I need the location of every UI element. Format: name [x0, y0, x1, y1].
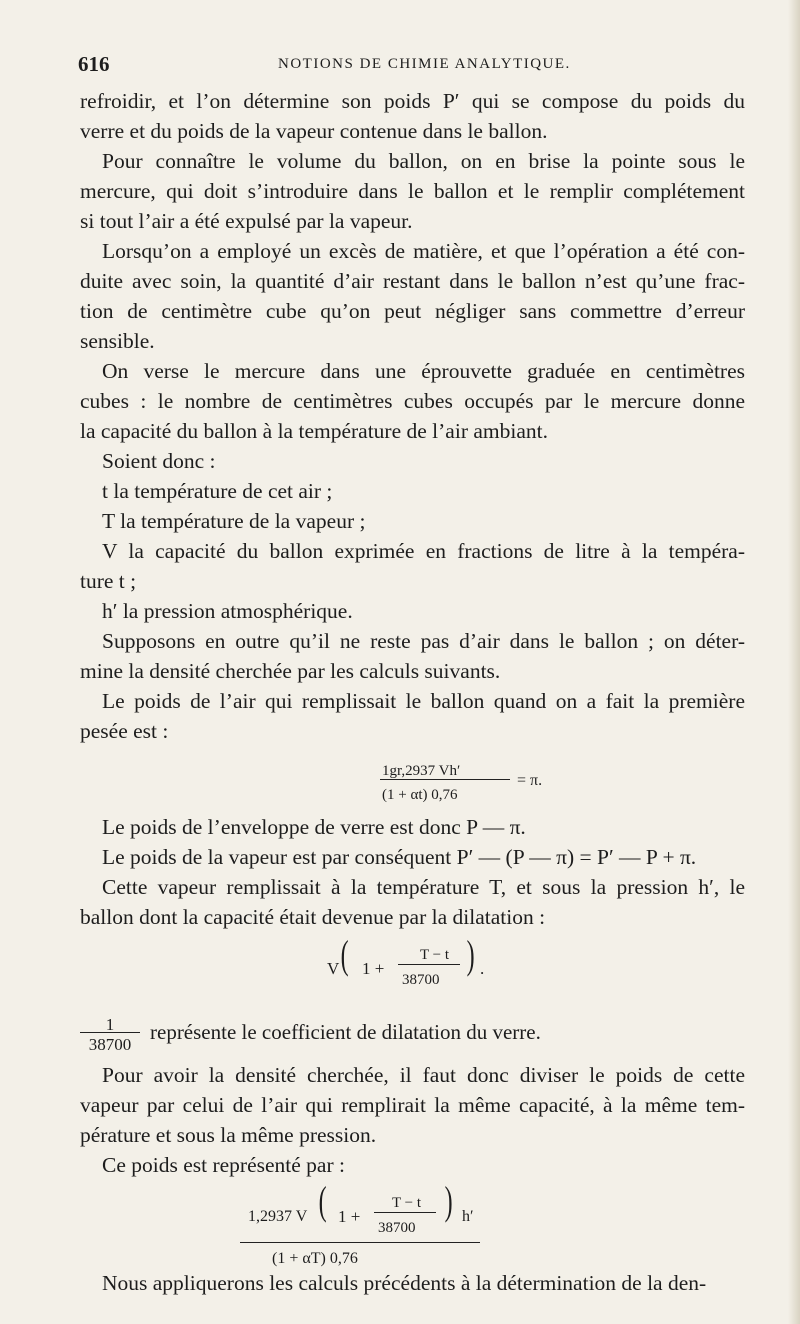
running-title: NOTIONS DE CHIMIE ANALYTIQUE.	[278, 56, 571, 72]
right-paren: )	[444, 1178, 453, 1223]
page-number: 616	[78, 52, 110, 76]
text-line: représente le coefficient de dilatation du verre.	[150, 1020, 541, 1044]
formula-air-weight-dilated	[80, 1180, 745, 1268]
definition-V	[80, 536, 745, 596]
text-line: Supposons en outre qu’il ne reste pas d’air dans le ballon ; on déter-	[102, 629, 745, 653]
formula-air-weight	[80, 746, 745, 812]
text-line: V la capacité du ballon exprimée en fractions de litre à la tempéra-	[102, 539, 745, 563]
paragraph-5	[80, 626, 745, 686]
page-body	[80, 86, 745, 1298]
text-line: refroidir, et l’on détermine son poids P′ qui se compose du poids du	[80, 89, 745, 113]
text-line: vapeur par celui de l’air qui remplirait la même capacité, à la même tem-	[80, 1093, 745, 1117]
text-line: mine la densité cherchée par les calculs suivants.	[80, 659, 501, 683]
paragraph-3	[80, 236, 745, 356]
paragraph-8	[80, 1060, 745, 1150]
text-line: tion de centimètre cube qu’on peut négliger sans commettre d’erreur	[80, 299, 745, 323]
formula-prefix: V	[327, 959, 340, 978]
formula-denominator: 38700	[402, 972, 440, 988]
text-line: Le poids de l’enveloppe de verre est donc P — π.	[102, 815, 526, 839]
formula-numerator: T − t	[420, 947, 450, 963]
formula-suffix: .	[480, 959, 485, 978]
text-line: Le poids de l’air qui remplissait le ballon quand on a fait la première	[102, 689, 745, 713]
text-line: Lorsqu’on a employé un excès de matière, et que l’opération a été con-	[102, 239, 745, 263]
definition-h: h′ la pression atmosphérique.	[102, 599, 353, 623]
text-line: la capacité du ballon à la température de l’air ambiant.	[80, 419, 548, 443]
left-paren: (	[340, 932, 349, 977]
paragraph-7	[80, 872, 745, 932]
text-line: pérature et sous la même pression.	[80, 1123, 377, 1147]
text-line: On verse le mercure dans une éprouvette graduée en centimètres	[102, 359, 745, 383]
text-line: Nous appliquerons les calculs précédents à la détermination de la den-	[102, 1271, 707, 1295]
text-line: si tout l’air a été expulsé par la vapeur.	[80, 209, 413, 233]
text-line: verre et du poids de la vapeur contenue dans le ballon.	[80, 119, 548, 143]
text-line: pesée est :	[80, 719, 169, 743]
paragraph-1	[80, 86, 745, 146]
text-line: Cette vapeur remplissait à la température T, et sous la pression h′, le	[102, 875, 745, 899]
text-line: mercure, qui doit s’introduire dans le ballon et le remplir complétement	[80, 179, 745, 203]
paragraph-6	[80, 686, 745, 746]
text-line: Pour connaître le volume du ballon, on en brise la pointe sous le	[102, 149, 745, 173]
coefficient-numerator: 1	[105, 1015, 115, 1034]
text-line: Pour avoir la densité cherchée, il faut donc diviser le poids de cette	[102, 1063, 745, 1087]
paragraph-4	[80, 356, 745, 446]
formula-inner-denominator: 38700	[378, 1220, 416, 1236]
text-line: sensible.	[80, 329, 155, 353]
formula-coefficient: 1,2937 V	[248, 1208, 308, 1225]
definition-T: T la température de la vapeur ;	[102, 509, 366, 533]
text-line: cubes : le nombre de centimètres cubes occupés par le mercure donne	[80, 389, 745, 413]
formula-one-plus: 1 +	[338, 1207, 361, 1226]
formula-suffix: h′	[462, 1208, 474, 1225]
formula-denominator: (1 + αT) 0,76	[272, 1250, 358, 1267]
formula-one-plus: 1 +	[362, 959, 385, 978]
paragraph-2	[80, 146, 745, 236]
right-paren: )	[466, 932, 475, 977]
formula-dilated-volume	[80, 932, 745, 1004]
formula-result: = π.	[517, 772, 543, 789]
text-line: ballon dont la capacité était devenue par la dilatation :	[80, 905, 546, 929]
formula-numerator: T − t	[392, 1195, 422, 1211]
text-line: Le poids de la vapeur est par conséquent P′ — (P — π) = P′ — P + π.	[102, 845, 697, 869]
text-line: Soient donc :	[102, 449, 216, 473]
page-edge	[788, 0, 800, 1324]
page-header	[78, 52, 738, 82]
main-fraction-bar	[240, 1242, 480, 1243]
coefficient-line	[80, 1004, 745, 1060]
formula-numerator: 1gr,2937 Vh′	[382, 763, 461, 779]
text-line: Ce poids est représenté par :	[102, 1153, 345, 1177]
text-line: ture t ;	[80, 569, 137, 593]
text-line: duite avec soin, la quantité d’air restant dans le ballon n’est qu’une frac-	[80, 269, 745, 293]
left-paren: (	[318, 1178, 327, 1223]
definition-t: t la température de cet air ;	[102, 479, 333, 503]
formula-denominator: (1 + αt) 0,76	[382, 787, 458, 803]
coefficient-denominator: 38700	[88, 1035, 132, 1054]
